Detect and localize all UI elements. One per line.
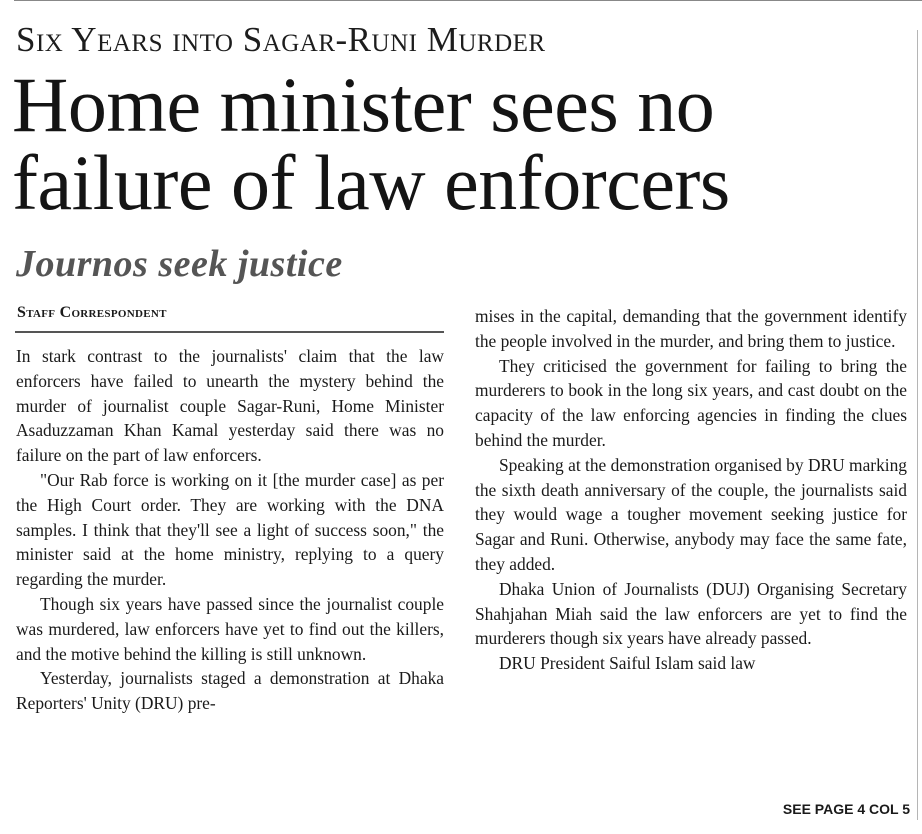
top-rule bbox=[14, 0, 922, 1]
byline-rule bbox=[15, 331, 444, 333]
right-column bbox=[475, 304, 907, 676]
paragraph: In stark contrast to the journalists' claim that the law enforcers have failed to unearth the mystery behind the murder of journalist couple Sagar-Runi, Home Minister Asaduzzaman Khan Kamal yesterday said there was no failure on the part of law enforcers. bbox=[16, 346, 444, 466]
paragraph: Yesterday, journalists staged a demonstration at Dhaka Reporters' Unity (DRU) pre- bbox=[16, 668, 444, 714]
paragraph: Though six years have passed since the journalist couple was murdered, law enforcers have yet to find out the killers, and the motive behind the killing is still unknown. bbox=[16, 593, 444, 664]
subheadline: Journos seek justice bbox=[16, 243, 343, 285]
paragraph: Speaking at the demonstration organised by DRU marking the sixth death anniversary of the couple, the journalists said they would wage a tougher movement seeking justice for Sagar and Runi. Otherwise, anybody may face the same fate, they added. bbox=[475, 454, 907, 574]
byline: Staff Correspondent bbox=[17, 304, 167, 321]
right-edge-rule bbox=[917, 30, 918, 820]
paragraph: mises in the capital, demanding that the government identify the people involved in the murder, and bring them to justice. bbox=[475, 306, 907, 351]
paragraph: DRU President Saiful Islam said law bbox=[499, 653, 756, 674]
paragraph: Dhaka Union of Journalists (DUJ) Organising Secretary Shahjahan Miah said the law enforcers are yet to find the murderers though six years have already passed. bbox=[475, 578, 907, 649]
kicker: Six Years into Sagar-Runi Murder bbox=[16, 20, 546, 59]
left-column bbox=[16, 344, 444, 716]
headline: Home minister sees no failure of law enforcers bbox=[12, 61, 730, 226]
continuation-link[interactable]: SEE PAGE 4 COL 5 bbox=[782, 801, 910, 817]
paragraph: "Our Rab force is working on it [the murder case] as per the High Court order. They are working with the DNA samples. I think that they'll see a light of success soon," the minister said at the home ministry, replying to a query regarding the murder. bbox=[16, 469, 444, 590]
paragraph: They criticised the government for failing to bring the murderers to book in the long six years, and cast doubt on the capacity of the law enforcing agencies in finding the clues behind the murder. bbox=[475, 355, 907, 450]
